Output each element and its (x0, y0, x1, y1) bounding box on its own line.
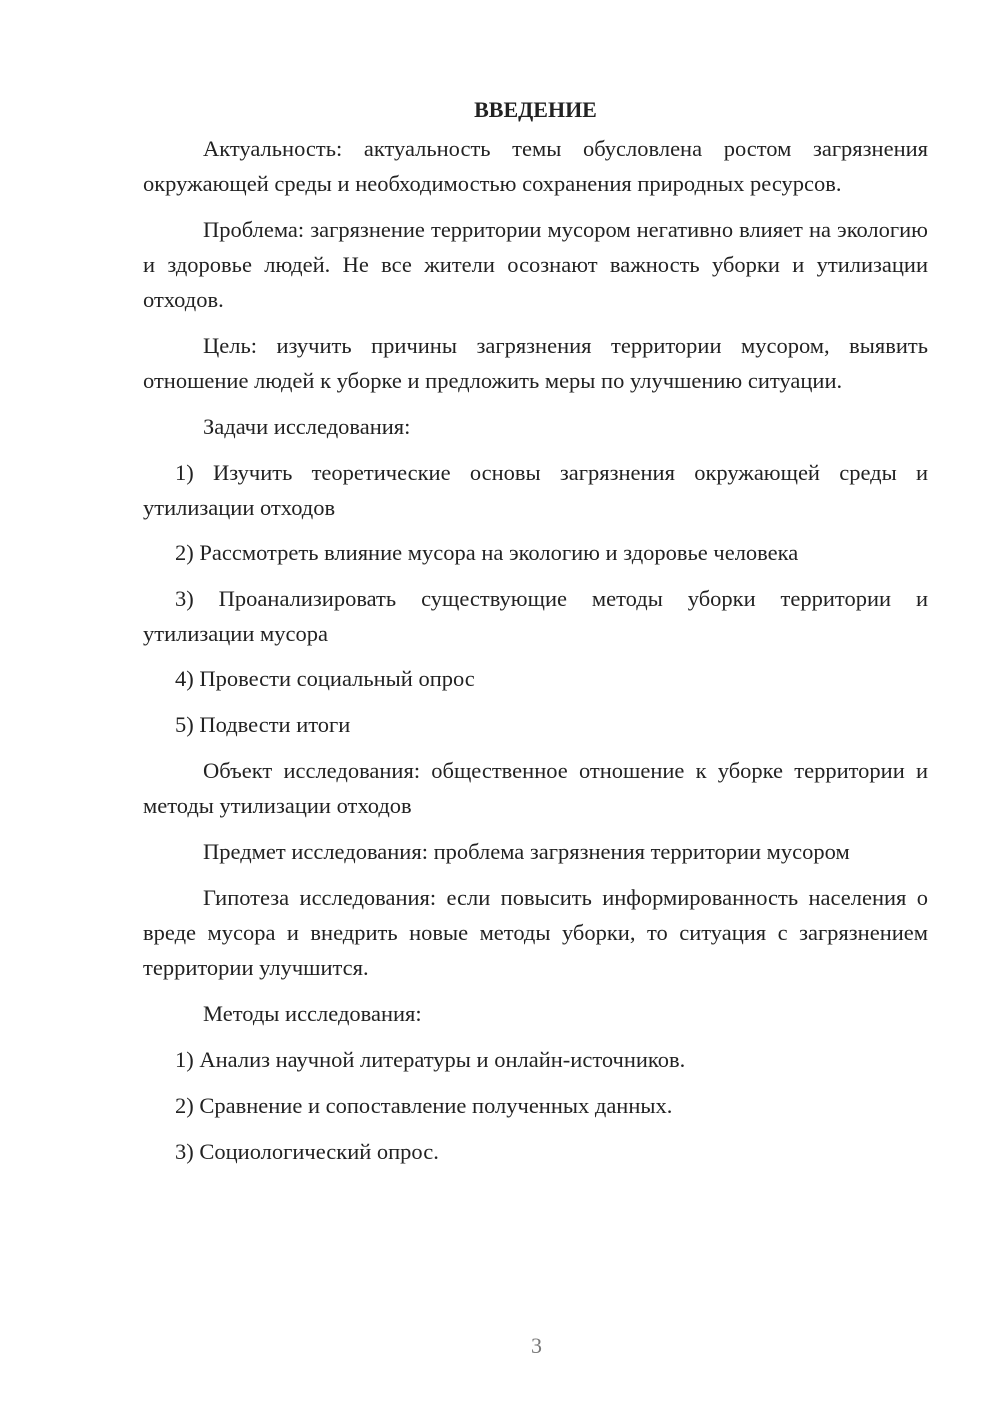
section-title: ВВЕДЕНИЕ (474, 97, 597, 122)
task-item: 1) Изучить теоретические основы загрязнения окружающей среды и утилизации отходов (143, 460, 928, 520)
methods-heading: Методы исследования: (203, 1001, 422, 1026)
subject-paragraph: Предмет исследования: проблема загрязнения территории мусором (203, 839, 850, 864)
method-item: 2) Сравнение и сопоставление полученных данных. (175, 1093, 673, 1118)
task-item: 4) Провести социальный опрос (175, 666, 475, 691)
page-number: 3 (531, 1333, 542, 1358)
tasks-heading: Задачи исследования: (203, 414, 411, 439)
task-item: 5) Подвести итоги (175, 712, 351, 737)
relevance-paragraph: Актуальность: актуальность темы обусловлена ростом загрязнения окружающей среды и необходимостью сохранения природных ресурсов. (143, 136, 928, 196)
task-item: 3) Проанализировать существующие методы уборки территории и утилизации мусора (143, 586, 928, 646)
problem-paragraph: Проблема: загрязнение территории мусором негативно влияет на экологию и здоровье людей. Не все жители осознают важность уборки и утилизации отходов. (143, 217, 928, 312)
document-page (143, 92, 928, 1169)
method-item: 1) Анализ научной литературы и онлайн-источников. (175, 1047, 686, 1072)
task-item: 2) Рассмотреть влияние мусора на экологию и здоровье человека (175, 540, 799, 565)
object-paragraph: Объект исследования: общественное отношение к уборке территории и методы утилизации отходов (143, 758, 928, 818)
hypothesis-paragraph: Гипотеза исследования: если повысить информированность населения о вреде мусора и внедрить новые методы уборки, то ситуация с загрязнением территории улучшится. (143, 885, 928, 980)
goal-paragraph: Цель: изучить причины загрязнения территории мусором, выявить отношение людей к уборке и предложить меры по улучшению ситуации. (143, 333, 928, 393)
method-item: 3) Социологический опрос. (175, 1139, 439, 1164)
